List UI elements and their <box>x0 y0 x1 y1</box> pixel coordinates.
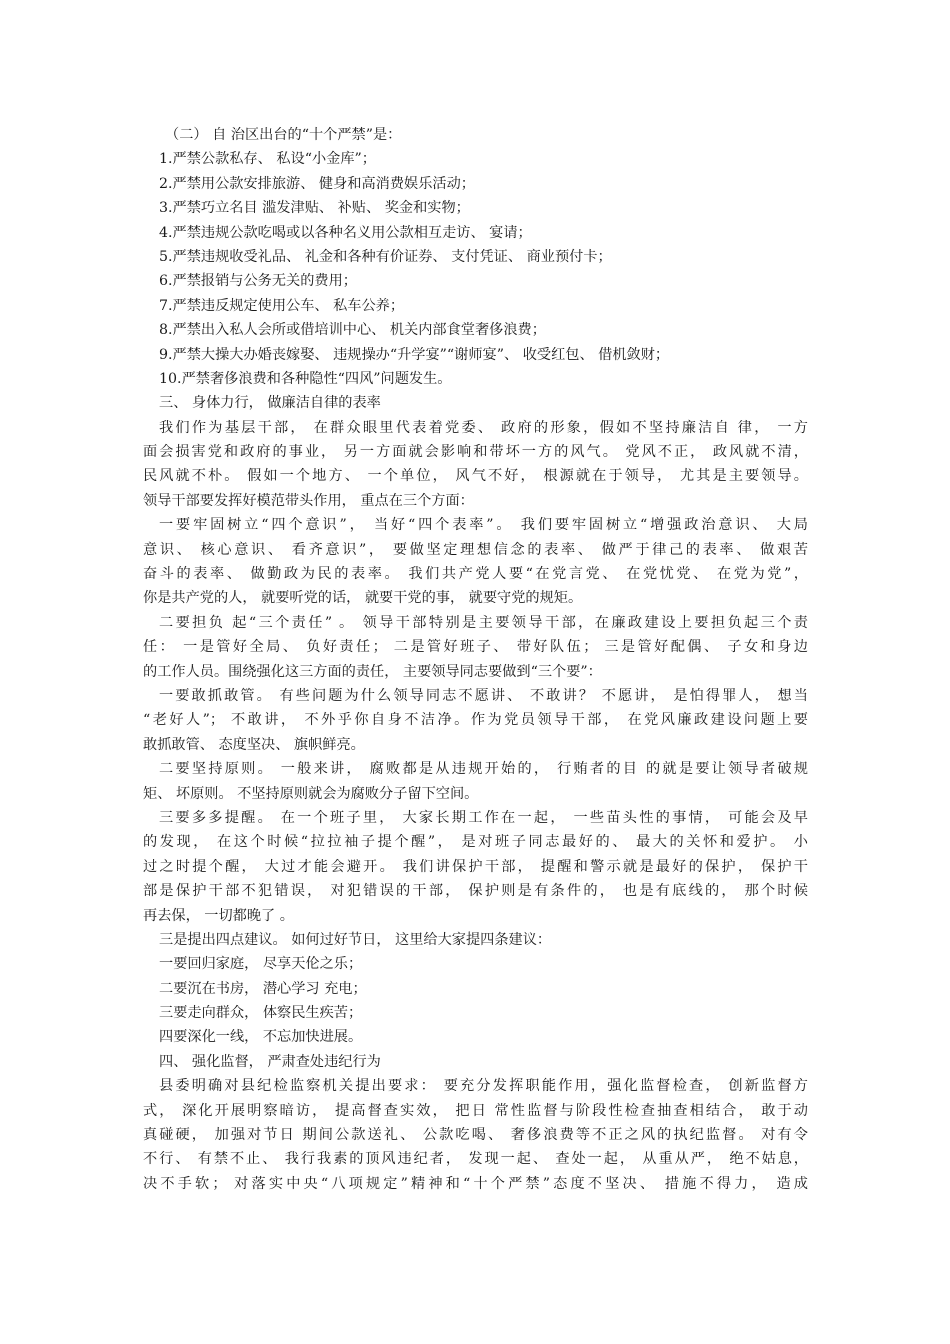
text-line: 2.严禁用公款安排旅游、 健身和高消费娱乐活动； <box>159 175 475 192</box>
text-line: 县委明确对县纪检监察机关提出要求： 要充分发挥职能作用，强化监督检查， 创新监督方 <box>159 1078 808 1095</box>
document-body <box>143 123 808 1196</box>
text-line: 式， 深化开展明察暗访， 提高督查实效， 把日 常性监督与阶段性检查抽查相结合， 敢于动 <box>143 1102 808 1119</box>
text-line: 三要多多提醒。 在一个班子里， 大家长期工作在一起， 一些苗头性的事情， 可能会及早 <box>159 809 808 826</box>
text-line: 三、 身体力行， 做廉洁自律的表率 <box>159 395 381 412</box>
text-line: 过之时提个醒， 大过才能会避开。 我们讲保护干部， 提醒和警示就是最好的保护， 保护干 <box>143 858 808 875</box>
text-line: 你是共产党的人， 就要听党的话， 就要干党的事， 就要守党的规矩。 <box>143 590 583 607</box>
text-line: 四要深化一线， 不忘加快进展。 <box>159 1029 363 1046</box>
text-line: 敢抓敢管、 态度坚决、 旗帜鲜亮。 <box>143 736 365 753</box>
text-line: 奋斗的表率、 做勤政为民的表率。 我们共产党人要“在党言党、 在党忧党、 在党为党”， <box>143 566 808 583</box>
text-line: 矩、 坏原则。 不坚持原则就会为腐败分子留下空间。 <box>143 785 479 802</box>
text-line: 二要坚持原则。 一般来讲， 腐败都是从违规开始的， 行贿者的目 的就是要让领导者破规 <box>159 761 808 778</box>
text-line: 民风就不朴。 假如一个地方、 一个单位， 风气不好， 根源就在于领导， 尤其是主要领导。 <box>143 468 808 485</box>
text-line: 三是提出四点建议。 如何过好节日， 这里给大家提四条建议： <box>159 931 552 948</box>
text-line: 任： 一是管好全局、 负好责任； 二是管好班子、 带好队伍； 三是管好配偶、 子女和身边 <box>143 639 808 656</box>
text-line: “老好人”； 不敢讲， 不外乎你自身不洁净。作为党员领导干部， 在党风廉政建设问题上要 <box>143 712 808 729</box>
text-line: 意识、 核心意识、 看齐意识”， 要做坚定理想信念的表率、 做严于律己的表率、 做艰苦 <box>143 541 808 558</box>
text-line: 面会损害党和政府的事业， 另一方面就会影响和带坏一方的风气。 党风不正， 政风就不清， <box>143 444 808 461</box>
text-line: 一要回归家庭， 尽享天伦之乐； <box>159 956 363 973</box>
text-line: 二要担负 起“三个责任” 。 领导干部特别是主要领导干部，在廉政建设上要担负起三个责 <box>159 614 808 631</box>
text-line: 我们作为基层干部， 在群众眼里代表着党委、 政府的形象，假如不坚持廉洁自 律， 一方 <box>159 419 808 436</box>
text-line: （二） 自 治区出台的“十个严禁”是： <box>165 127 402 143</box>
text-line: 5.严禁违规收受礼品、 礼金和各种有价证券、 支付凭证、 商业预付卡； <box>159 248 612 265</box>
text-line: 再去保， 一切都晚了 。 <box>143 907 294 924</box>
text-line: 三要走向群众， 体察民生疾苦； <box>159 1005 363 1022</box>
text-line: 10.严禁奢侈浪费和各种隐性“四风”问题发生。 <box>159 370 452 387</box>
text-line: 3.严禁巧立名目 滥发津贴、 补贴、 奖金和实物； <box>159 200 470 217</box>
text-line: 二要沉在书房， 潜心学习 充电； <box>159 980 367 997</box>
text-line: 领导干部要发挥好模范带头作用， 重点在三个方面： <box>143 492 474 509</box>
text-line: 真碰硬， 加强对节日 期间公款送礼、 公款吃喝、 奢侈浪费等不正之风的执纪监督。 对有令 <box>143 1127 808 1144</box>
text-line: 8.严禁出入私人会所或借培训中心、 机关内部食堂奢侈浪费； <box>159 322 546 339</box>
text-line: 的工作人员。围绕强化这三方面的责任， 主要领导同志要做到“三个要”： <box>143 663 602 680</box>
text-line: 四、 强化监督， 严肃查处违纪行为 <box>159 1053 381 1070</box>
text-line: 部是保护干部不犯错误， 对犯错误的干部， 保护则是有条件的， 也是有底线的， 那个时候 <box>143 883 808 900</box>
text-line: 决不手软； 对落实中央“八项规定”精神和“十个严禁”态度不坚决、 措施不得力， 造成 <box>143 1175 808 1192</box>
text-line: 4.严禁违规公款吃喝或以各种名义用公款相互走访、 宴请； <box>159 224 532 241</box>
text-line: 一要敢抓敢管。 有些问题为什么领导同志不愿讲、 不敢讲？ 不愿讲， 是怕得罪人， 想当 <box>159 687 808 704</box>
text-line: 的发现， 在这个时候“拉拉袖子提个醒”， 是对班子同志最好的、 最大的关怀和爱护。 小 <box>143 834 808 851</box>
text-line: 不行、 有禁不止、 我行我素的顶风违纪者， 发现一起、 查处一起， 从重从严， 绝不姑息， <box>143 1151 808 1168</box>
text-line: 1.严禁公款私存、 私设“小金库”； <box>159 151 376 168</box>
text-line: 6.严禁报销与公务无关的费用； <box>159 273 357 290</box>
text-line: 7.严禁违反规定使用公车、 私车公养； <box>159 297 405 314</box>
text-line: 9.严禁大操大办婚丧嫁娶、 违规操办“升学宴”“谢师宴”、 收受红包、 借机敛财； <box>159 346 670 363</box>
text-line: 一要牢固树立“四个意识”， 当好“四个表率”。 我们要牢固树立“增强政治意识、 大局 <box>159 517 808 534</box>
